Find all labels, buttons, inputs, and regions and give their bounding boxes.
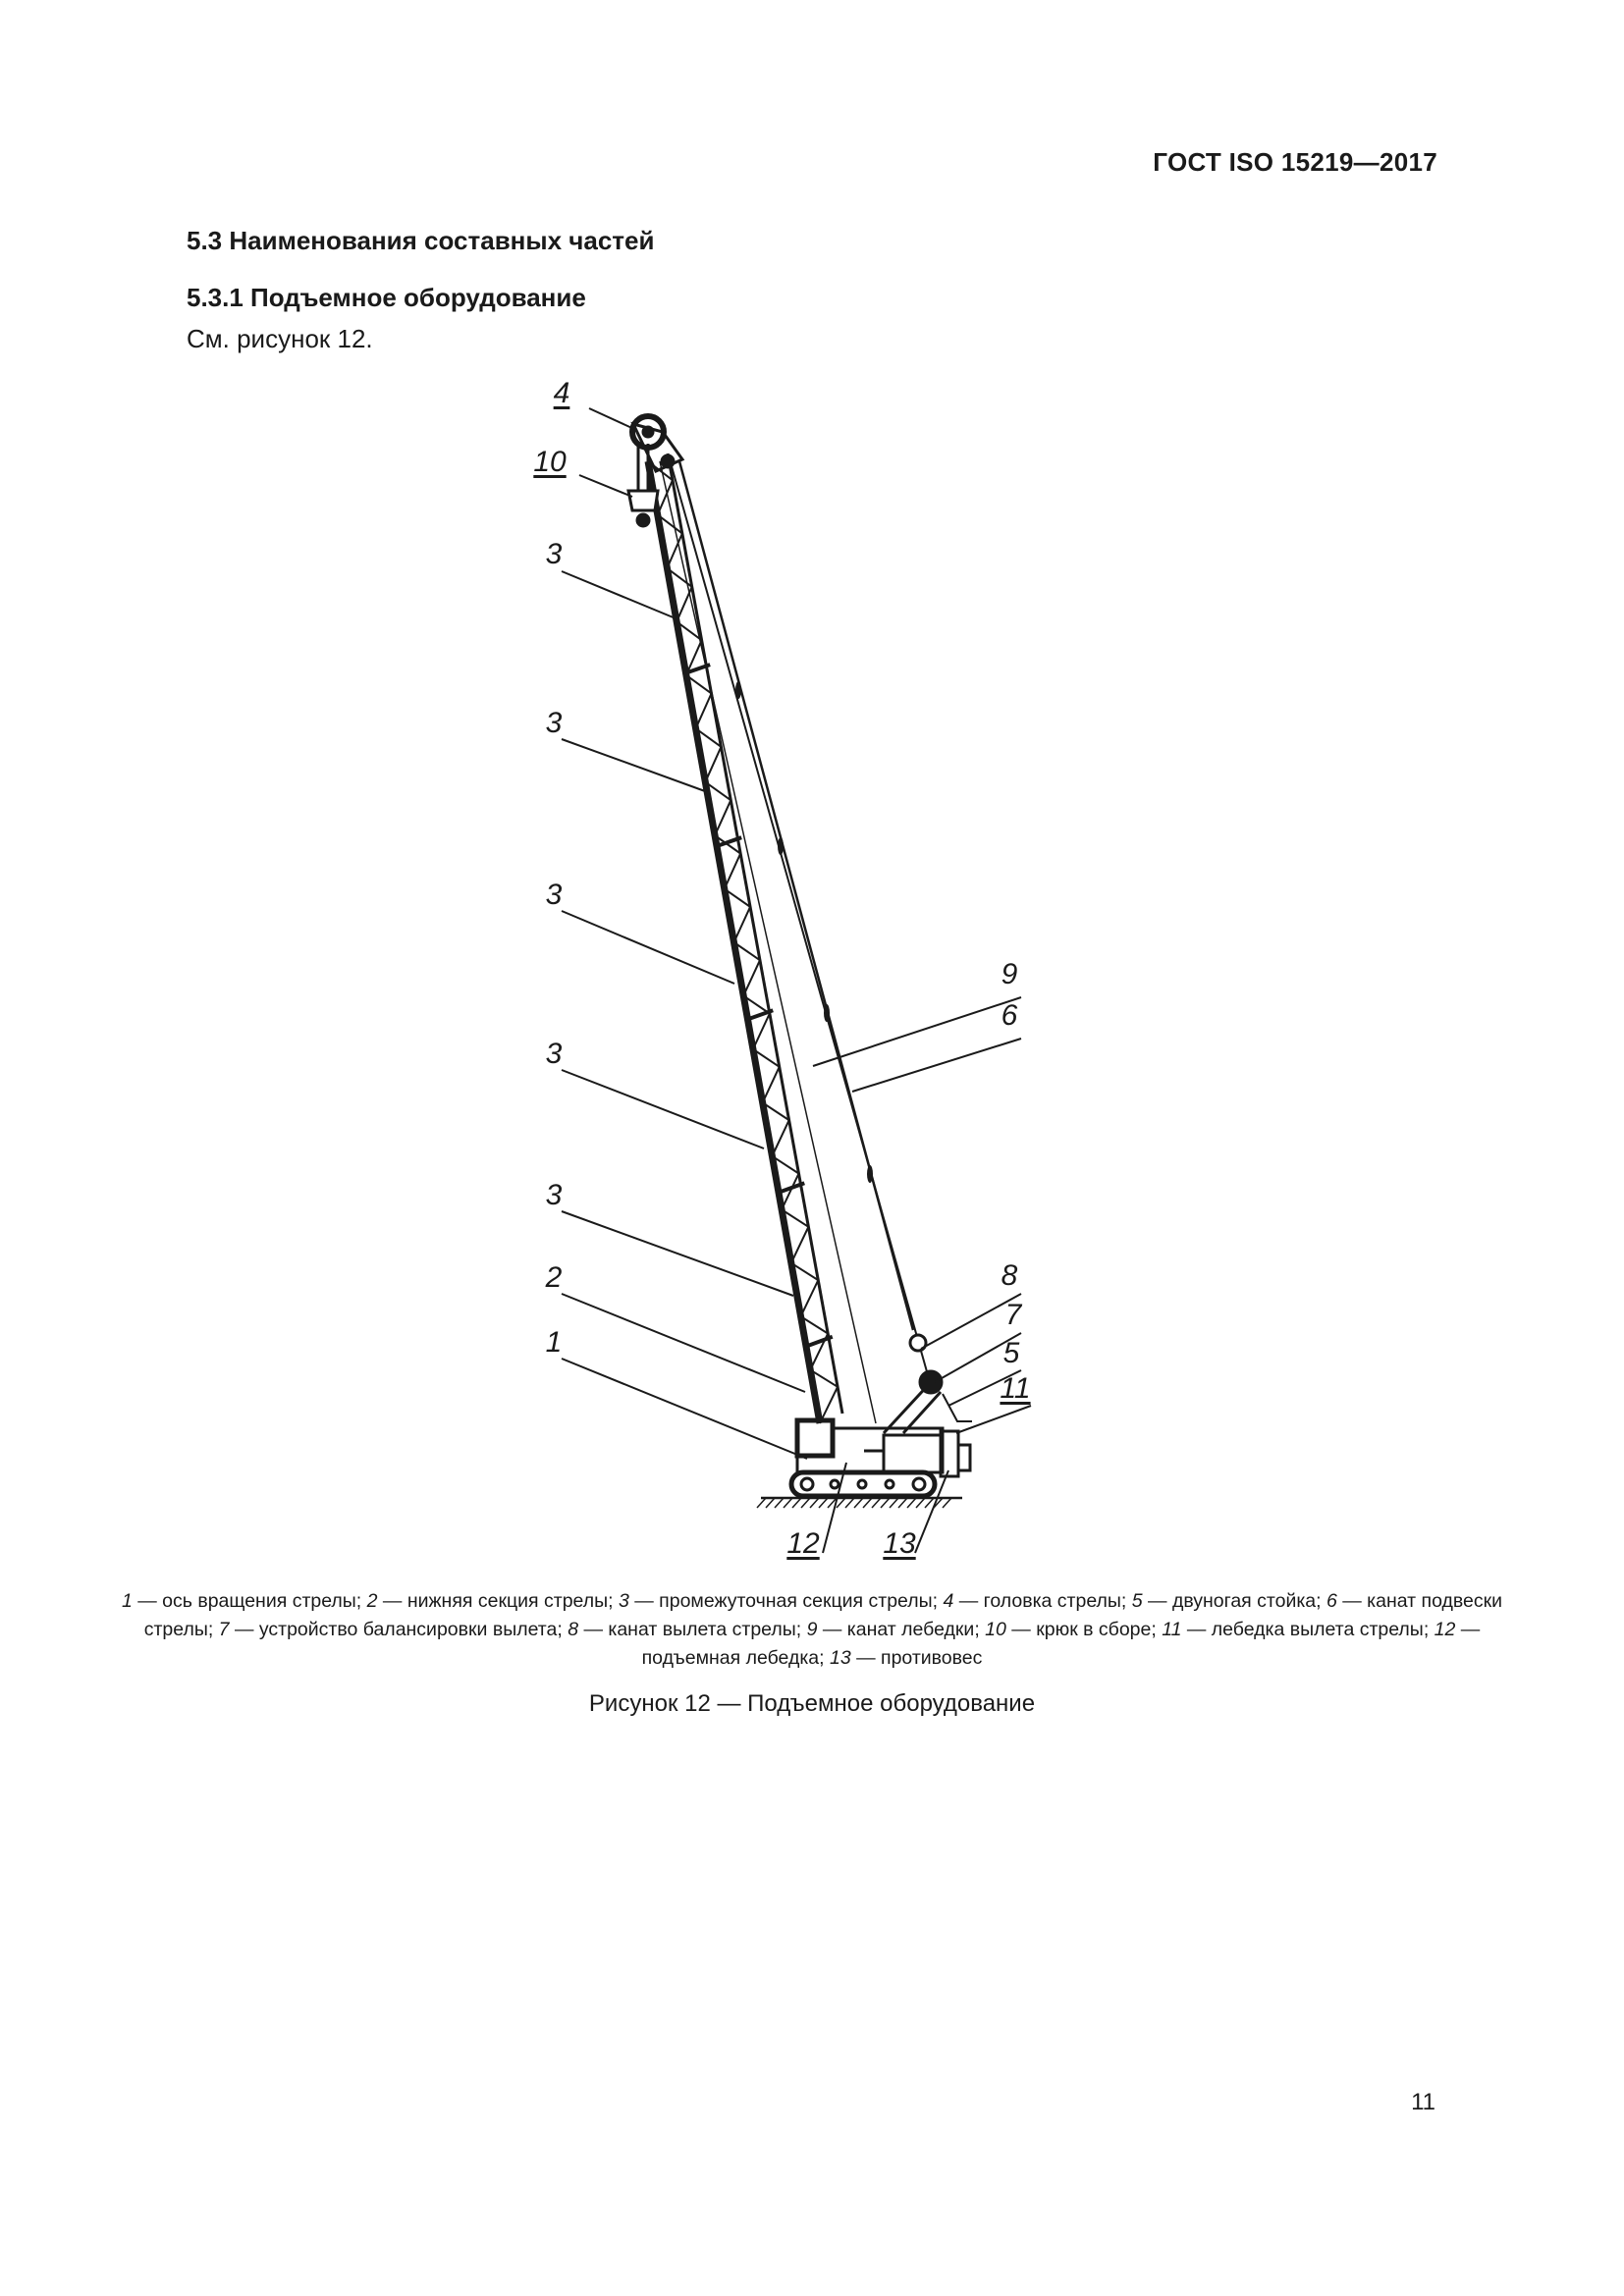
leader-lines (562, 408, 1031, 1553)
callout-2: 2 (545, 1261, 563, 1294)
ground-hatch (784, 1498, 792, 1508)
legend-item: 1 — ось вращения стрелы; (121, 1590, 367, 1612)
legend-item: 3 — промежуточная секция стрелы; (618, 1590, 944, 1612)
callout-3e: 3 (545, 1179, 563, 1211)
ground-hatch (898, 1498, 907, 1508)
ground-hatch (925, 1498, 934, 1508)
ground-hatch (810, 1498, 819, 1508)
legend-item: 10 — крюк в сборе; (985, 1619, 1163, 1640)
callout-3b: 3 (545, 707, 563, 739)
legend-item: 12 — подъемная лебедка; (641, 1619, 1481, 1669)
legend-item: 13 — противовес (829, 1647, 983, 1669)
legend-item: 5 — двуногая стойка; (1131, 1590, 1326, 1612)
mast-and-balancer (884, 1335, 972, 1433)
superstructure (797, 1420, 970, 1476)
ground-hatch (775, 1498, 784, 1508)
callout-13: 13 (883, 1527, 916, 1560)
callout-5: 5 (1002, 1337, 1020, 1369)
ground-hatch (757, 1498, 766, 1508)
boom-head (632, 416, 682, 471)
ground-hatch (837, 1498, 845, 1508)
callout-3c: 3 (545, 879, 563, 911)
ground-hatch (766, 1498, 775, 1508)
legend-item: 6 — канат подвески стрелы; (143, 1590, 1503, 1640)
figure-reference: См. рисунок 12. (187, 324, 373, 353)
ground-hatch (792, 1498, 801, 1508)
callout-8: 8 (1001, 1259, 1018, 1292)
ground-hatch (881, 1498, 890, 1508)
ground-hatch (872, 1498, 881, 1508)
callout-9: 9 (1001, 958, 1018, 990)
legend-item: 4 — головка стрелы; (943, 1590, 1132, 1612)
ground-hatch (845, 1498, 854, 1508)
figure-legend (108, 1587, 1516, 1673)
legend-item: 8 — канат вылета стрелы; (568, 1619, 807, 1640)
ground (757, 1498, 962, 1508)
figure-caption: Рисунок 12 — Подъемное оборудование (588, 1690, 1036, 1717)
ground-hatch (801, 1498, 810, 1508)
callout-12: 12 (786, 1527, 820, 1560)
ground-hatch (890, 1498, 898, 1508)
ground-hatch (916, 1498, 925, 1508)
page-number: 11 (1411, 2089, 1435, 2115)
crawler-track (791, 1472, 935, 1496)
ground-hatch (863, 1498, 872, 1508)
callout-10: 10 (533, 446, 567, 478)
subsection-heading: 5.3.1 Подъемное оборудование (187, 283, 586, 312)
legend-item: 7 — устройство балансировки вылета; (218, 1619, 568, 1640)
section-heading: 5.3 Наименования составных частей (187, 226, 655, 255)
ground-hatch (819, 1498, 828, 1508)
callout-3d: 3 (545, 1038, 563, 1070)
legend-item: 11 — лебедка вылета стрелы; (1162, 1619, 1435, 1640)
callout-4: 4 (553, 377, 570, 409)
callout-7: 7 (1004, 1299, 1022, 1331)
ground-hatch (943, 1498, 951, 1508)
legend-item: 9 — канат лебедки; (806, 1619, 986, 1640)
standard-code: ГОСТ ISO 15219—2017 (1153, 147, 1437, 177)
callout-6: 6 (1001, 999, 1018, 1032)
callout-11: 11 (1000, 1372, 1031, 1405)
ground-hatch (907, 1498, 916, 1508)
callout-1: 1 (545, 1326, 563, 1359)
ground-hatch (854, 1498, 863, 1508)
callout-3a: 3 (545, 538, 563, 570)
legend-item: 2 — нижняя секция стрелы; (366, 1590, 619, 1612)
